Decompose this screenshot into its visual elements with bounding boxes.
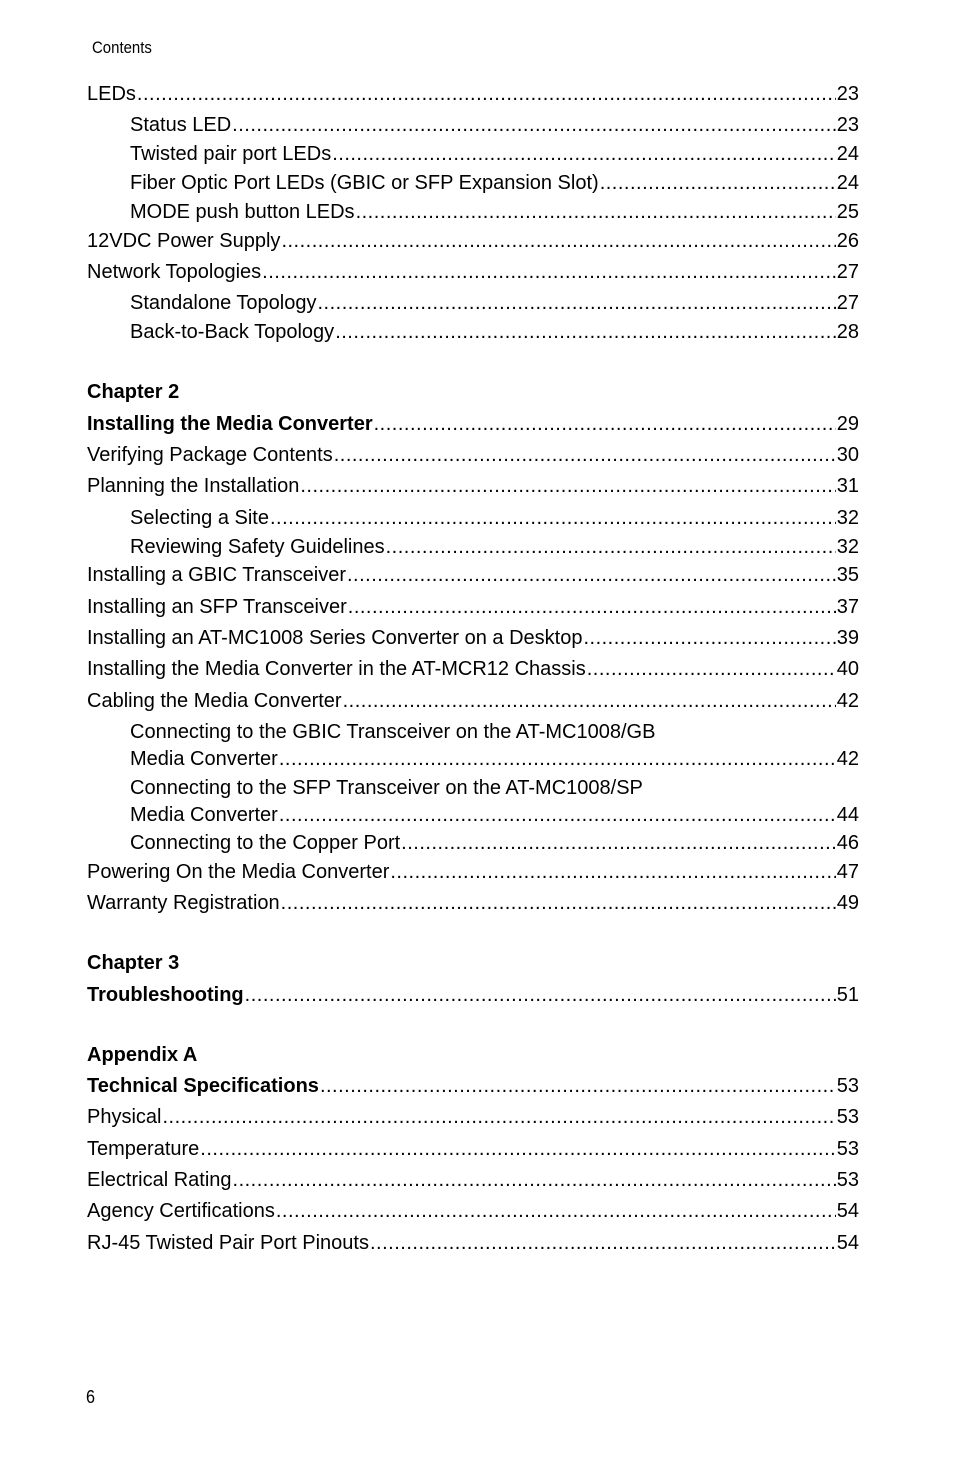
toc-entry-title: 12VDC Power Supply bbox=[87, 230, 281, 252]
toc-page-number: 53 bbox=[836, 1169, 859, 1191]
toc-entry-title: Status LED bbox=[130, 114, 232, 136]
toc-entry-title: Connecting to the Copper Port bbox=[130, 832, 401, 854]
dot-leader bbox=[356, 200, 836, 224]
toc-page-number: 40 bbox=[836, 658, 859, 680]
toc-page-number: 32 bbox=[836, 507, 859, 529]
toc-entry-title: Warranty Registration bbox=[87, 892, 280, 914]
dot-leader bbox=[200, 1137, 835, 1161]
toc-page-number: 24 bbox=[836, 143, 859, 165]
dot-leader bbox=[320, 1074, 836, 1098]
page-number: 6 bbox=[86, 1387, 96, 1407]
toc-entry-troubleshooting[interactable] bbox=[87, 983, 859, 1007]
dot-leader bbox=[390, 860, 835, 884]
toc-page-number: 53 bbox=[836, 1106, 859, 1128]
toc-entry-title: Installing an SFP Transceiver bbox=[87, 596, 347, 618]
toc-page-number: 25 bbox=[836, 201, 859, 223]
toc-entry-title: Cabling the Media Converter bbox=[87, 690, 342, 712]
toc-page-number: 54 bbox=[836, 1232, 859, 1254]
dot-leader bbox=[300, 474, 835, 498]
toc-page-number: 53 bbox=[836, 1138, 859, 1160]
toc-entry-desktop-install[interactable] bbox=[87, 626, 859, 650]
toc-page-number: 27 bbox=[836, 261, 859, 283]
toc-entry-temperature[interactable] bbox=[87, 1137, 859, 1161]
toc-page-number: 49 bbox=[836, 892, 859, 914]
toc-entry-title: RJ-45 Twisted Pair Port Pinouts bbox=[87, 1232, 369, 1254]
dot-leader bbox=[162, 1105, 835, 1129]
dot-leader bbox=[279, 747, 836, 771]
dot-leader bbox=[386, 535, 836, 559]
toc-entry-title: Troubleshooting bbox=[87, 984, 244, 1006]
toc-entry-chassis-install[interactable] bbox=[87, 657, 859, 681]
toc-entry-status-led[interactable] bbox=[130, 113, 859, 137]
dot-leader bbox=[347, 563, 836, 587]
toc-entry-sfp-transceiver[interactable] bbox=[87, 595, 859, 619]
toc-page-number: 24 bbox=[836, 172, 859, 194]
toc-entry-title: Installing an AT-MC1008 Series Converter on a Desktop bbox=[87, 627, 583, 649]
toc-entry-title: Temperature bbox=[87, 1138, 200, 1160]
toc-page-number: 46 bbox=[836, 832, 859, 854]
toc-entry-title: Physical bbox=[87, 1106, 162, 1128]
toc-page-number: 42 bbox=[836, 748, 859, 770]
running-head: Contents bbox=[92, 38, 152, 57]
dot-leader bbox=[600, 171, 836, 195]
toc-entry-title: Reviewing Safety Guidelines bbox=[130, 536, 385, 558]
toc-entry-mode-button-leds[interactable] bbox=[130, 200, 859, 224]
toc-page-number: 44 bbox=[836, 804, 859, 826]
dot-leader bbox=[343, 689, 836, 713]
toc-entry-title-line1: Connecting to the GBIC Transceiver on the AT-MC1008/GB bbox=[130, 721, 656, 743]
toc-entry-title: LEDs bbox=[87, 83, 136, 105]
toc-entry-title-line2: Media Converter bbox=[130, 748, 278, 770]
dot-leader bbox=[279, 803, 836, 827]
toc-page-number: 51 bbox=[836, 984, 859, 1006]
toc-entry-electrical-rating[interactable] bbox=[87, 1168, 859, 1192]
toc-entry-title: Twisted pair port LEDs bbox=[130, 143, 332, 165]
toc-entry-title: Installing the Media Converter bbox=[87, 413, 373, 435]
toc-entry-title: Fiber Optic Port LEDs (GBIC or SFP Expansion Slot) bbox=[130, 172, 599, 194]
toc-entry-title: Installing the Media Converter in the AT-MCR12 Chassis bbox=[87, 658, 586, 680]
dot-leader bbox=[332, 142, 836, 166]
toc-entry-standalone-topology[interactable] bbox=[130, 291, 859, 315]
toc-entry-title: Technical Specifications bbox=[87, 1075, 319, 1097]
toc-entry-title: Selecting a Site bbox=[130, 507, 269, 529]
toc-page-number: 39 bbox=[836, 627, 859, 649]
toc-page-number: 54 bbox=[836, 1200, 859, 1222]
dot-leader bbox=[233, 1168, 836, 1192]
dot-leader bbox=[583, 626, 835, 650]
toc-entry-selecting-site[interactable] bbox=[130, 506, 859, 530]
toc-entry-warranty[interactable] bbox=[87, 891, 859, 915]
toc-entry-title: Planning the Installation bbox=[87, 475, 300, 497]
toc-entry-title: Back-to-Back Topology bbox=[130, 321, 335, 343]
chapter-heading: Chapter 3 bbox=[87, 952, 180, 974]
dot-leader bbox=[137, 82, 836, 106]
toc-page-number: 27 bbox=[836, 292, 859, 314]
toc-page-number: 35 bbox=[836, 564, 859, 586]
toc-entry-cabling[interactable] bbox=[87, 689, 859, 713]
toc-entry-gbic-transceiver[interactable] bbox=[87, 563, 859, 587]
toc-page-number: 32 bbox=[836, 536, 859, 558]
toc-entry-title: Standalone Topology bbox=[130, 292, 317, 314]
toc-entry-rj45-pinouts[interactable] bbox=[87, 1231, 859, 1255]
toc-entry-verifying-package[interactable] bbox=[87, 443, 859, 467]
toc-entry-fiber-optic-leds[interactable] bbox=[130, 171, 859, 195]
toc-page-number: 30 bbox=[836, 444, 859, 466]
toc-entry-title: Agency Certifications bbox=[87, 1200, 275, 1222]
dot-leader bbox=[335, 320, 836, 344]
toc-entry-title: Electrical Rating bbox=[87, 1169, 232, 1191]
toc-entry-title: Verifying Package Contents bbox=[87, 444, 333, 466]
dot-leader bbox=[587, 657, 836, 681]
toc-page-number: 28 bbox=[836, 321, 859, 343]
toc-entry-title-line1: Connecting to the SFP Transceiver on the AT-MC1008/SP bbox=[130, 777, 643, 799]
toc-entry-power-supply[interactable] bbox=[87, 229, 859, 253]
dot-leader bbox=[281, 229, 835, 253]
dot-leader bbox=[232, 113, 836, 137]
toc-page-number: 23 bbox=[836, 114, 859, 136]
toc-entry-planning-installation[interactable] bbox=[87, 474, 859, 498]
toc-page-number: 37 bbox=[836, 596, 859, 618]
toc-page-number: 29 bbox=[836, 413, 859, 435]
appendix-heading: Appendix A bbox=[87, 1044, 198, 1066]
dot-leader bbox=[281, 891, 836, 915]
toc-entry-title: MODE push button LEDs bbox=[130, 201, 355, 223]
dot-leader bbox=[401, 831, 836, 855]
dot-leader bbox=[370, 1231, 836, 1255]
dot-leader bbox=[270, 506, 836, 530]
toc-entry-twisted-pair-leds[interactable] bbox=[130, 142, 859, 166]
toc-page-number: 42 bbox=[836, 690, 859, 712]
toc-entry-title: Installing a GBIC Transceiver bbox=[87, 564, 346, 586]
toc-entry-installing-media-converter[interactable] bbox=[87, 412, 859, 436]
dot-leader bbox=[348, 595, 836, 619]
toc-entry-title-line2: Media Converter bbox=[130, 804, 278, 826]
toc-entry-network-topologies[interactable] bbox=[87, 260, 859, 284]
toc-entry-sfp-connecting[interactable] bbox=[130, 776, 859, 827]
toc-entry-back-to-back-topology[interactable] bbox=[130, 320, 859, 344]
toc-entry-agency-certifications[interactable] bbox=[87, 1199, 859, 1223]
toc-entry-title: Powering On the Media Converter bbox=[87, 861, 390, 883]
toc-entry-physical[interactable] bbox=[87, 1105, 859, 1129]
toc-entry-powering-on[interactable] bbox=[87, 860, 859, 884]
toc-page-number: 26 bbox=[836, 230, 859, 252]
dot-leader bbox=[374, 412, 836, 436]
toc-entry-leds[interactable] bbox=[87, 82, 859, 106]
toc-entry-tech-specs[interactable] bbox=[87, 1074, 859, 1098]
dot-leader bbox=[262, 260, 836, 284]
toc-page-number: 31 bbox=[836, 475, 859, 497]
toc-page-number: 23 bbox=[836, 83, 859, 105]
toc-page-number: 47 bbox=[836, 861, 859, 883]
dot-leader bbox=[276, 1199, 836, 1223]
toc-page-number: 53 bbox=[836, 1075, 859, 1097]
chapter-heading: Chapter 2 bbox=[87, 381, 180, 403]
dot-leader bbox=[317, 291, 835, 315]
dot-leader bbox=[334, 443, 836, 467]
dot-leader bbox=[245, 983, 836, 1007]
toc-entry-copper-port[interactable] bbox=[130, 831, 859, 855]
toc-entry-title: Network Topologies bbox=[87, 261, 262, 283]
toc-entry-safety-guidelines[interactable] bbox=[130, 535, 859, 559]
toc-entry-gbic-connecting[interactable] bbox=[130, 720, 859, 771]
